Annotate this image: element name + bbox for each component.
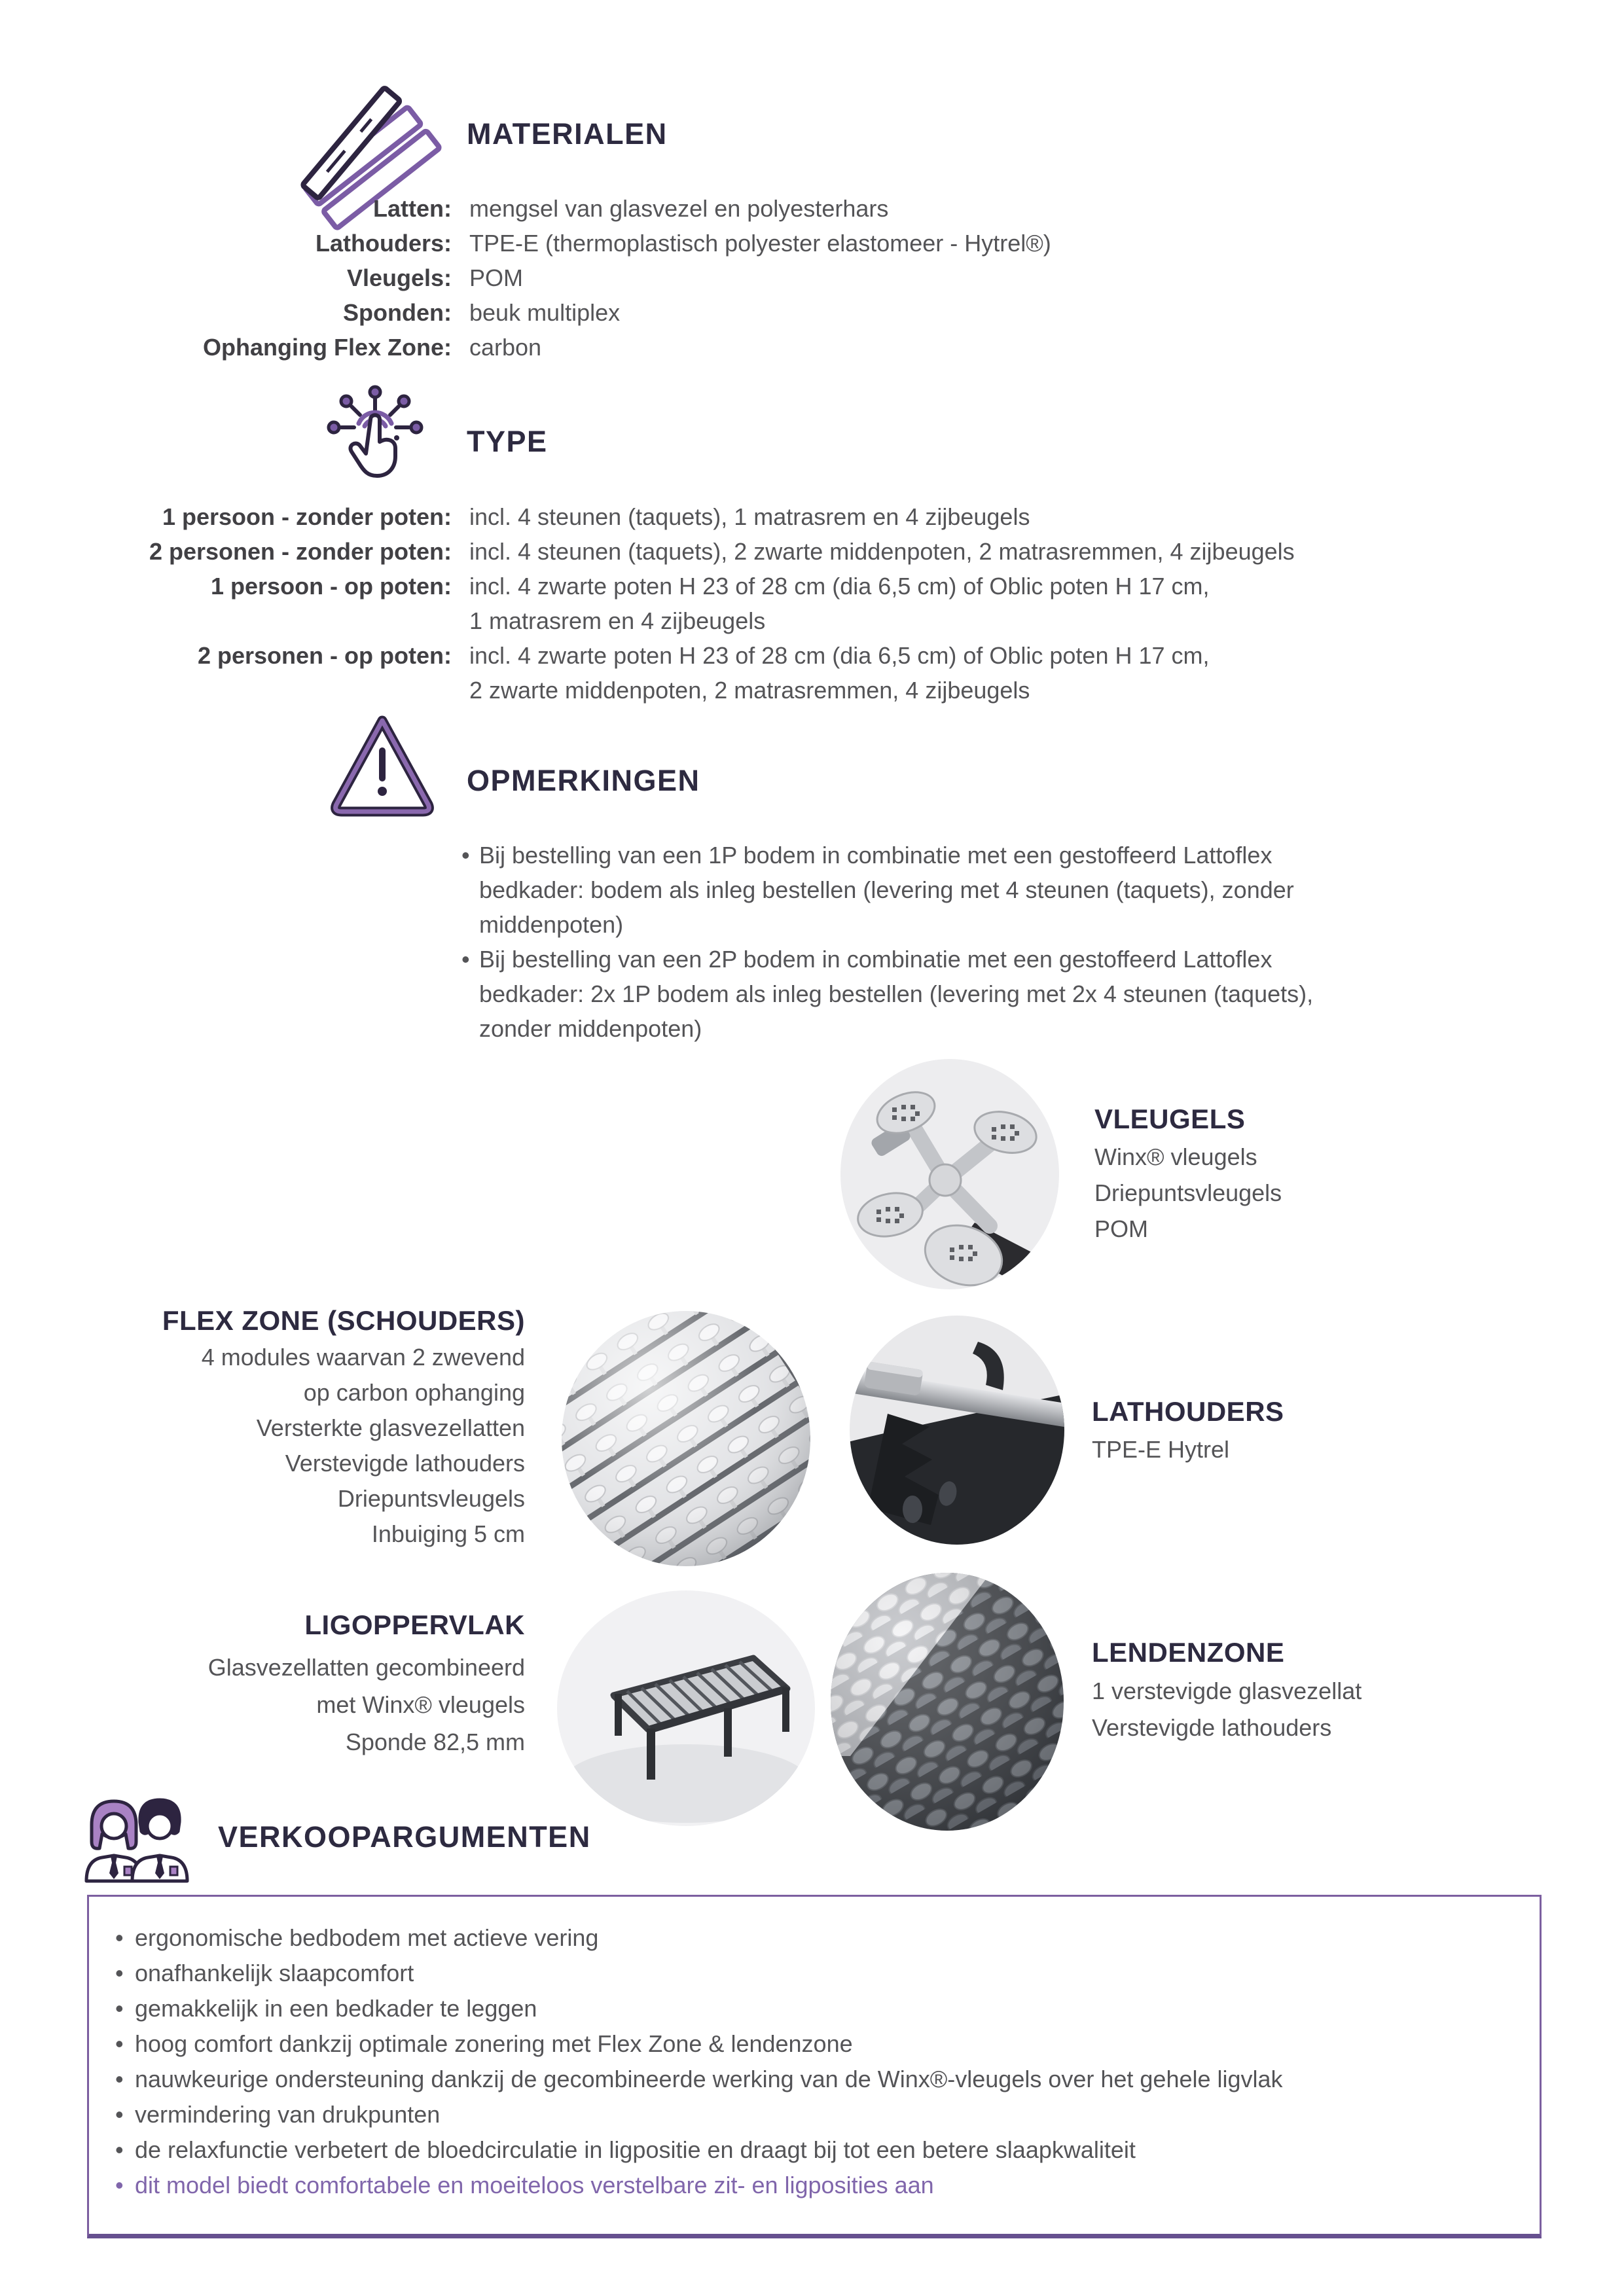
section-title-materialen: MATERIALEN bbox=[467, 117, 668, 151]
type-value: 1 matrasrem en 4 zijbeugels bbox=[469, 607, 766, 634]
spec-line: Versterkte glasvezellatten bbox=[256, 1414, 525, 1441]
feature-title-lendenzone: LENDENZONE bbox=[1092, 1637, 1285, 1668]
type-row bbox=[65, 638, 1558, 673]
type-table bbox=[65, 499, 1558, 708]
touch-select-icon bbox=[323, 383, 427, 481]
ligoppervlak-photo bbox=[557, 1590, 815, 1826]
type-row bbox=[65, 603, 1558, 638]
type-value: incl. 4 steunen (taquets), 1 matrasrem en 4 zijbeugels bbox=[469, 503, 1030, 530]
type-row bbox=[65, 673, 1558, 708]
feature-title-ligoppervlak: LIGOPPERVLAK bbox=[304, 1609, 525, 1640]
spec-line: Verstevigde lathouders bbox=[1092, 1714, 1332, 1741]
type-value: incl. 4 steunen (taquets), 2 zwarte middenpoten, 2 matrasremmen, 4 zijbeugels bbox=[469, 537, 1295, 565]
spec-line: Glasvezellatten gecombineerd bbox=[208, 1653, 525, 1681]
bullet-glyph: • bbox=[461, 945, 470, 973]
spec-line: Driepuntsvleugels bbox=[337, 1485, 525, 1512]
material-label: Sponden: bbox=[343, 298, 452, 326]
sales-arguments-box bbox=[87, 1895, 1542, 2238]
spec-line: 4 modules waarvan 2 zwevend bbox=[201, 1344, 525, 1371]
material-label: Latten: bbox=[373, 194, 452, 222]
material-row bbox=[65, 295, 1558, 330]
bullet-glyph: • bbox=[115, 2030, 124, 2057]
note-line bbox=[461, 838, 1509, 872]
material-value: mengsel van glasvezel en polyesterhars bbox=[469, 194, 889, 222]
bullet-glyph: • bbox=[115, 1960, 124, 1986]
note-text: Bij bestelling van een 1P bodem in combinatie met een gestoffeerd Lattoflex bbox=[479, 841, 1272, 869]
material-label: Vleugels: bbox=[346, 264, 452, 291]
sales-bullet bbox=[115, 1920, 1513, 1956]
sales-text: onafhankelijk slaapcomfort bbox=[135, 1960, 414, 1986]
ligoppervlak-specs bbox=[0, 1649, 525, 1761]
type-value: 2 zwarte middenpoten, 2 matrasremmen, 4 zijbeugels bbox=[469, 676, 1030, 704]
type-row bbox=[65, 569, 1558, 603]
materials-table bbox=[65, 191, 1558, 365]
flexzone-specs bbox=[0, 1340, 525, 1552]
lendenzone-specs bbox=[1092, 1673, 1362, 1746]
sales-text: nauwkeurige ondersteuning dankzij de gecombineerde werking van de Winx®-vleugels over het gehele ligvlak bbox=[135, 2066, 1283, 2092]
sales-text: dit model biedt comfortabele en moeiteloos verstelbare zit- en ligposities aan bbox=[135, 2172, 934, 2198]
note-line bbox=[461, 1011, 1509, 1046]
bullet-glyph: • bbox=[115, 2101, 124, 2128]
sales-text: hoog comfort dankzij optimale zonering met Flex Zone & lendenzone bbox=[135, 2030, 853, 2057]
material-value: carbon bbox=[469, 333, 542, 361]
sales-bullet bbox=[115, 2062, 1513, 2097]
note-text: zonder middenpoten) bbox=[479, 1014, 702, 1042]
feature-title-flexzone: FLEX ZONE (SCHOUDERS) bbox=[162, 1305, 525, 1336]
section-title-verkoopargumenten: VERKOOPARGUMENTEN bbox=[218, 1820, 591, 1854]
spec-line: 1 verstevigde glasvezellat bbox=[1092, 1677, 1362, 1704]
type-row bbox=[65, 534, 1558, 569]
type-label: 1 persoon - zonder poten: bbox=[162, 503, 452, 530]
bullet-glyph: • bbox=[115, 2136, 124, 2163]
note-line bbox=[461, 907, 1509, 942]
spec-line: Sponde 82,5 mm bbox=[345, 1728, 525, 1755]
material-row bbox=[65, 260, 1558, 295]
notes-list bbox=[461, 838, 1509, 1046]
material-value: beuk multiplex bbox=[469, 298, 621, 326]
sales-text: vermindering van drukpunten bbox=[135, 2101, 441, 2128]
sales-bullet bbox=[115, 2132, 1513, 2168]
note-line bbox=[461, 977, 1509, 1011]
note-line bbox=[461, 872, 1509, 907]
type-row bbox=[65, 499, 1558, 534]
note-text: bedkader: 2x 1P bodem als inleg bestellen (levering met 2x 4 steunen (taquets), bbox=[479, 980, 1314, 1007]
note-line bbox=[461, 942, 1509, 977]
note-text: Bij bestelling van een 2P bodem in combinatie met een gestoffeerd Lattoflex bbox=[479, 945, 1272, 973]
type-label: 1 persoon - op poten: bbox=[211, 572, 452, 600]
material-label: Ophanging Flex Zone: bbox=[203, 333, 452, 361]
bullet-glyph: • bbox=[115, 1924, 124, 1951]
sales-bullet bbox=[115, 1956, 1513, 1991]
spec-line: Verstevigde lathouders bbox=[285, 1450, 525, 1477]
warning-triangle-icon bbox=[327, 710, 437, 825]
spec-line: met Winx® vleugels bbox=[316, 1691, 525, 1718]
material-row bbox=[65, 226, 1558, 260]
salespeople-icon bbox=[73, 1785, 204, 1902]
flexzone-photo bbox=[562, 1311, 810, 1566]
section-title-type: TYPE bbox=[467, 425, 548, 458]
bullet-glyph: • bbox=[115, 2066, 124, 2092]
sales-bullet bbox=[115, 2026, 1513, 2062]
material-value: TPE-E (thermoplastisch polyester elastomeer - Hytrel®) bbox=[469, 229, 1051, 257]
lathouders-specs bbox=[1092, 1433, 1229, 1466]
sales-arguments-list bbox=[89, 1897, 1540, 2203]
type-label: 2 personen - op poten: bbox=[197, 641, 452, 669]
feature-title-lathouders: LATHOUDERS bbox=[1092, 1396, 1284, 1427]
material-label: Lathouders: bbox=[315, 229, 452, 257]
sales-bullet bbox=[115, 2097, 1513, 2132]
lendenzone-photo bbox=[831, 1573, 1064, 1831]
spec-line: Driepuntsvleugels bbox=[1094, 1179, 1282, 1206]
note-text: bedkader: bodem als inleg bestellen (levering met 4 steunen (taquets), zonder bbox=[479, 876, 1294, 903]
type-value: incl. 4 zwarte poten H 23 of 28 cm (dia 6,5 cm) of Oblic poten H 17 cm, bbox=[469, 572, 1210, 600]
lathouders-photo bbox=[850, 1316, 1064, 1545]
sales-bullet-highlighted bbox=[115, 2168, 1513, 2203]
spec-line: op carbon ophanging bbox=[303, 1379, 525, 1406]
sales-bullet bbox=[115, 1991, 1513, 2026]
spec-line: Winx® vleugels bbox=[1094, 1143, 1257, 1170]
sales-text: gemakkelijk in een bedkader te leggen bbox=[135, 1995, 537, 2022]
type-value: incl. 4 zwarte poten H 23 of 28 cm (dia 6,5 cm) of Oblic poten H 17 cm, bbox=[469, 641, 1210, 669]
vleugels-specs bbox=[1094, 1139, 1282, 1247]
feature-title-vleugels: VLEUGELS bbox=[1094, 1103, 1246, 1134]
bullet-glyph: • bbox=[115, 1995, 124, 2022]
vleugels-photo bbox=[840, 1059, 1060, 1289]
spec-line: POM bbox=[1094, 1215, 1149, 1242]
spec-line: Inbuiging 5 cm bbox=[371, 1520, 525, 1547]
sales-text: ergonomische bedbodem met actieve vering bbox=[135, 1924, 599, 1951]
note-text: middenpoten) bbox=[479, 910, 624, 938]
section-title-opmerkingen: OPMERKINGEN bbox=[467, 764, 700, 797]
spec-line: TPE-E Hytrel bbox=[1092, 1436, 1230, 1463]
sales-text: de relaxfunctie verbetert de bloedcirculatie in ligpositie en draagt bij tot een betere slaapkwaliteit bbox=[135, 2136, 1136, 2163]
material-row bbox=[65, 191, 1558, 226]
type-label: 2 personen - zonder poten: bbox=[149, 537, 452, 565]
material-row bbox=[65, 330, 1558, 365]
material-value: POM bbox=[469, 264, 524, 291]
bullet-glyph: • bbox=[115, 2172, 124, 2198]
bullet-glyph: • bbox=[461, 841, 470, 869]
